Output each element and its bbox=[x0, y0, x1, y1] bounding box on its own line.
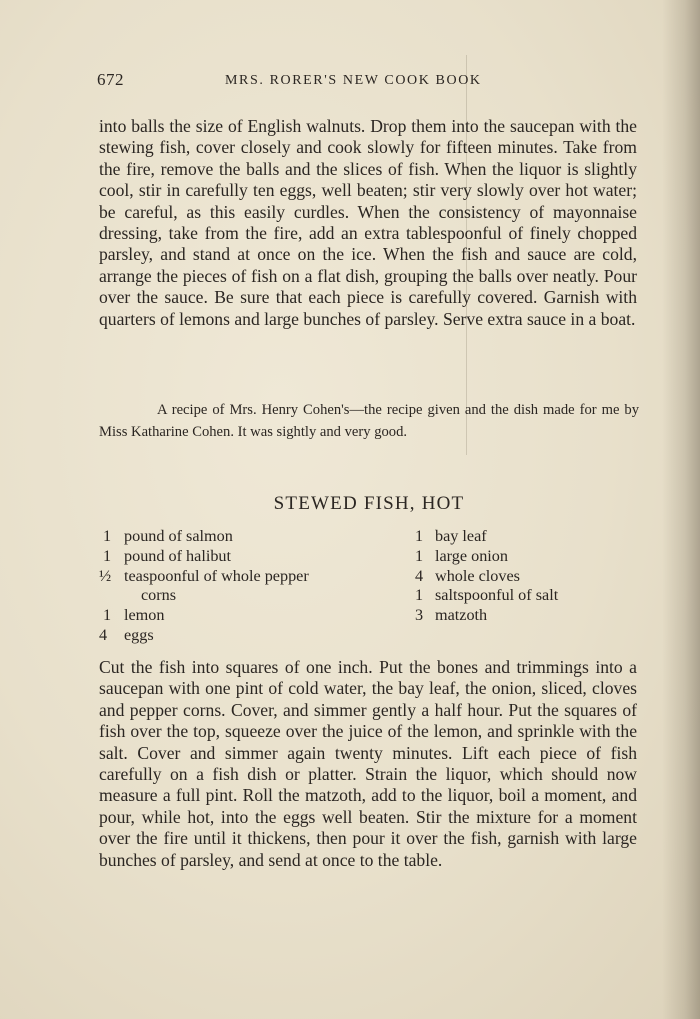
ingredient-qty: 4 bbox=[415, 566, 424, 585]
ingredient-qty: 1 bbox=[103, 546, 112, 565]
ingredient-qty: 1 bbox=[415, 527, 424, 545]
ingredient-item bbox=[99, 626, 389, 646]
ingredient-item bbox=[99, 527, 389, 547]
ingredient-qty: 4 bbox=[99, 625, 108, 644]
ingredient-name: bay leaf bbox=[435, 527, 487, 545]
recipe-directions: Cut the fish into squares of one inch. Put the bones and trimmings into a saucepan with one pint of cold water, the bay leaf, the onion, sliced, cloves and pepper corns. Cover, and simmer gently a half hour. Put the squares of fish over the top, squeeze over the juice of the lemon, and sprinkle with the salt. Cover and simmer again twenty minutes. Lift each piece of fish carefully on a fish dish or platter. Strain the liquor, which should now measure a full pint. Roll the matzoth, add to the liquor, boil a moment, and pour, while hot, into the eggs well beaten. Stir the mixture for a moment over the fire until it thickens, then pour it over the fish, garnish with large bunches of parsley, and send at once to the table. bbox=[99, 657, 637, 870]
ingredient-item bbox=[415, 586, 645, 606]
ingredient-item bbox=[415, 606, 645, 626]
continuation-paragraph: into balls the size of English walnuts. Drop them into the saucepan with the stewing fish, cover closely and cook slowly for fifteen minutes. Take from the fire, remove the balls and the slices of fish. When the liquor is slightly cool, stir in carefully ten eggs, well beaten; stir very slowly over hot water; be careful, as this easily curdles. When the consistency of mayonnaise dressing, take from the fire, add an extra tablespoonful of finely chopped parsley, and stand at once on the ice. When the fish and sauce are cold, arrange the pieces of fish on a flat dish, grouping the balls over neatly. Pour over the sauce. Be sure that each piece is carefully covered. Garnish with quarters of lemons and large bunches of parsley. Serve extra sauce in a boat. bbox=[99, 116, 637, 329]
ingredient-name: teaspoonful of whole pepper bbox=[124, 566, 309, 585]
ingredient-name: eggs bbox=[124, 625, 154, 644]
ingredient-item bbox=[415, 567, 645, 587]
recipe-attribution-note: A recipe of Mrs. Henry Cohen's—the recipe given and the dish made for me by Miss Katharine Cohen. It was sightly and very good. bbox=[99, 402, 639, 440]
page-header bbox=[97, 70, 642, 94]
ingredient-item bbox=[415, 527, 645, 547]
ingredients-list bbox=[99, 527, 639, 647]
ingredient-qty: 1 bbox=[103, 606, 112, 625]
ingredient-item bbox=[99, 606, 389, 626]
recipe-title: STEWED FISH, HOT bbox=[273, 493, 465, 514]
ingredient-item-continuation bbox=[99, 586, 389, 606]
ingredient-name: pound of halibut bbox=[124, 546, 232, 565]
page-number: 672 bbox=[97, 70, 124, 89]
ingredient-name: saltspoonful of salt bbox=[435, 586, 559, 605]
ingredient-qty: 1 bbox=[415, 586, 424, 605]
running-head: MRS. RORER'S NEW COOK BOOK bbox=[225, 73, 482, 88]
ingredient-name: lemon bbox=[124, 606, 165, 625]
ingredient-qty: 3 bbox=[415, 606, 424, 625]
ingredient-item bbox=[99, 567, 389, 587]
ingredient-name: large onion bbox=[435, 546, 508, 565]
ingredient-name: whole cloves bbox=[435, 566, 520, 585]
ingredient-qty: 1 bbox=[415, 546, 424, 565]
ingredient-name: matzoth bbox=[435, 606, 488, 625]
ingredients-right-column bbox=[415, 527, 645, 626]
ingredient-item bbox=[99, 547, 389, 567]
ingredient-item bbox=[415, 547, 645, 567]
ingredient-qty: ½ bbox=[99, 566, 112, 585]
ingredient-qty: 1 bbox=[103, 527, 112, 545]
ingredients-left-column bbox=[99, 527, 389, 646]
ingredient-name: pound of salmon bbox=[124, 527, 233, 545]
ingredient-name: corns bbox=[141, 586, 177, 605]
